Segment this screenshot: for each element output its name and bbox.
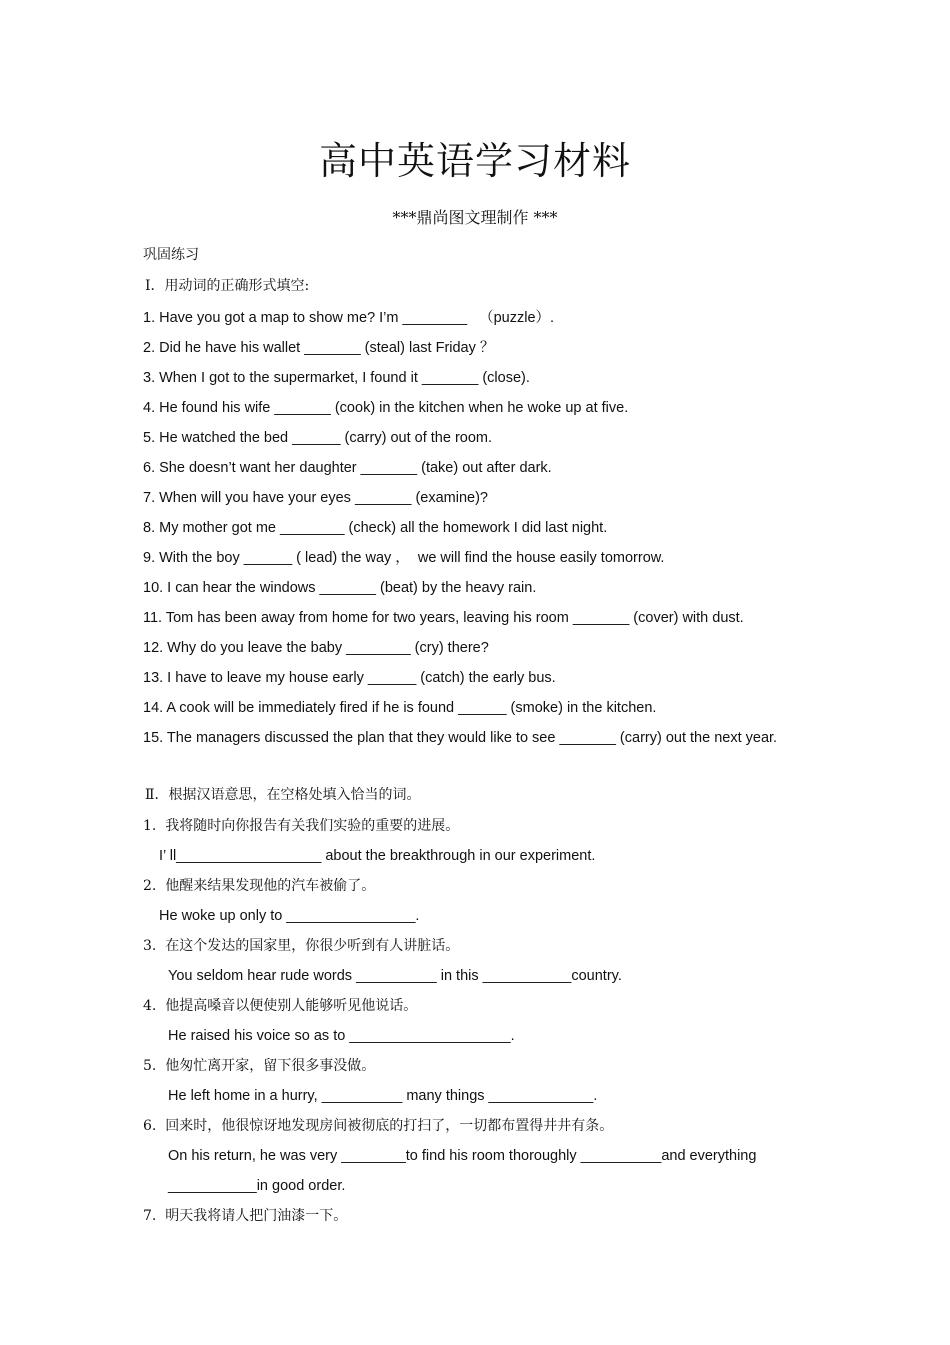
translation-prompt: 7. 明天我将请人把门油漆一下。 [143, 1208, 348, 1224]
page-title: 高中英语学习材料 [318, 139, 631, 183]
exercise-item: 11. Tom has been away from home for two years, leaving his room _______ (cover) with dust. [143, 610, 744, 626]
translation-answer: He left home in a hurry, __________ many things _____________. [168, 1088, 598, 1104]
translation-answer-continued: ___________in good order. [168, 1178, 346, 1194]
translation-prompt: 3. 在这个发达的国家里，你很少听到有人讲脏话。 [143, 938, 460, 954]
exercise-item: 1. Have you got a map to show me? I’m ________ （puzzle）. [143, 310, 555, 326]
exercise-item: 15. The managers discussed the plan that they would like to see _______ (carry) out the next year. [143, 730, 778, 746]
translation-answer: He woke up only to ________________. [159, 908, 420, 924]
translation-answer: I’ ll__________________ about the breakthrough in our experiment. [159, 848, 596, 864]
translation-prompt: 6. 回来时，他很惊讶地发现房间被彻底的打扫了，一切都布置得井井有条。 [143, 1118, 614, 1134]
part2-heading: Ⅱ．根据汉语意思，在空格处填入恰当的词。 [145, 787, 421, 803]
exercise-item: 8. My mother got me ________ (check) all the homework I did last night. [143, 520, 608, 536]
exercise-item: 4. He found his wife _______ (cook) in the kitchen when he woke up at five. [143, 400, 629, 416]
exercise-item: 5. He watched the bed ______ (carry) out of the room. [143, 430, 493, 446]
exercise-item: 13. I have to leave my house early ______ (catch) the early bus. [143, 670, 556, 686]
translation-answer: On his return, he was very ________to find his room thoroughly __________and everything [168, 1148, 757, 1164]
translation-answer: He raised his voice so as to ____________________. [168, 1028, 515, 1044]
exercise-item: 9. With the boy ______ ( lead) the way ， we will find the house easily tomorrow. [143, 550, 665, 566]
translation-prompt: 1. 我将随时向你报告有关我们实验的重要的进展。 [143, 818, 460, 834]
translation-prompt: 5. 他匆忙离开家，留下很多事没做。 [143, 1058, 376, 1074]
translation-prompt: 4. 他提高嗓音以便使别人能够听见他说话。 [143, 998, 418, 1014]
exercise-item: 14. A cook will be immediately fired if he is found ______ (smoke) in the kitchen. [143, 700, 657, 716]
translation-answer: You seldom hear rude words __________ in this ___________country. [168, 968, 622, 984]
exercise-item: 12. Why do you leave the baby ________ (cry) there? [143, 640, 489, 656]
exercise-item: 10. I can hear the windows _______ (beat) by the heavy rain. [143, 580, 537, 596]
exercise-item: 6. She doesn’t want her daughter _______ (take) out after dark. [143, 460, 552, 476]
exercise-item: 3. When I got to the supermarket, I found it _______ (close). [143, 370, 530, 386]
translation-prompt: 2. 他醒来结果发现他的汽车被偷了。 [143, 878, 376, 894]
section-label: 巩固练习 [143, 247, 199, 263]
page-subtitle: ***鼎尚图文理制作 *** [392, 208, 558, 227]
exercise-item: 7. When will you have your eyes _______ (examine)? [143, 490, 488, 506]
exercise-item: 2. Did he have his wallet _______ (steal) last Friday ？ [143, 340, 495, 356]
part1-heading: Ⅰ．用动词的正确形式填空: [145, 278, 310, 294]
